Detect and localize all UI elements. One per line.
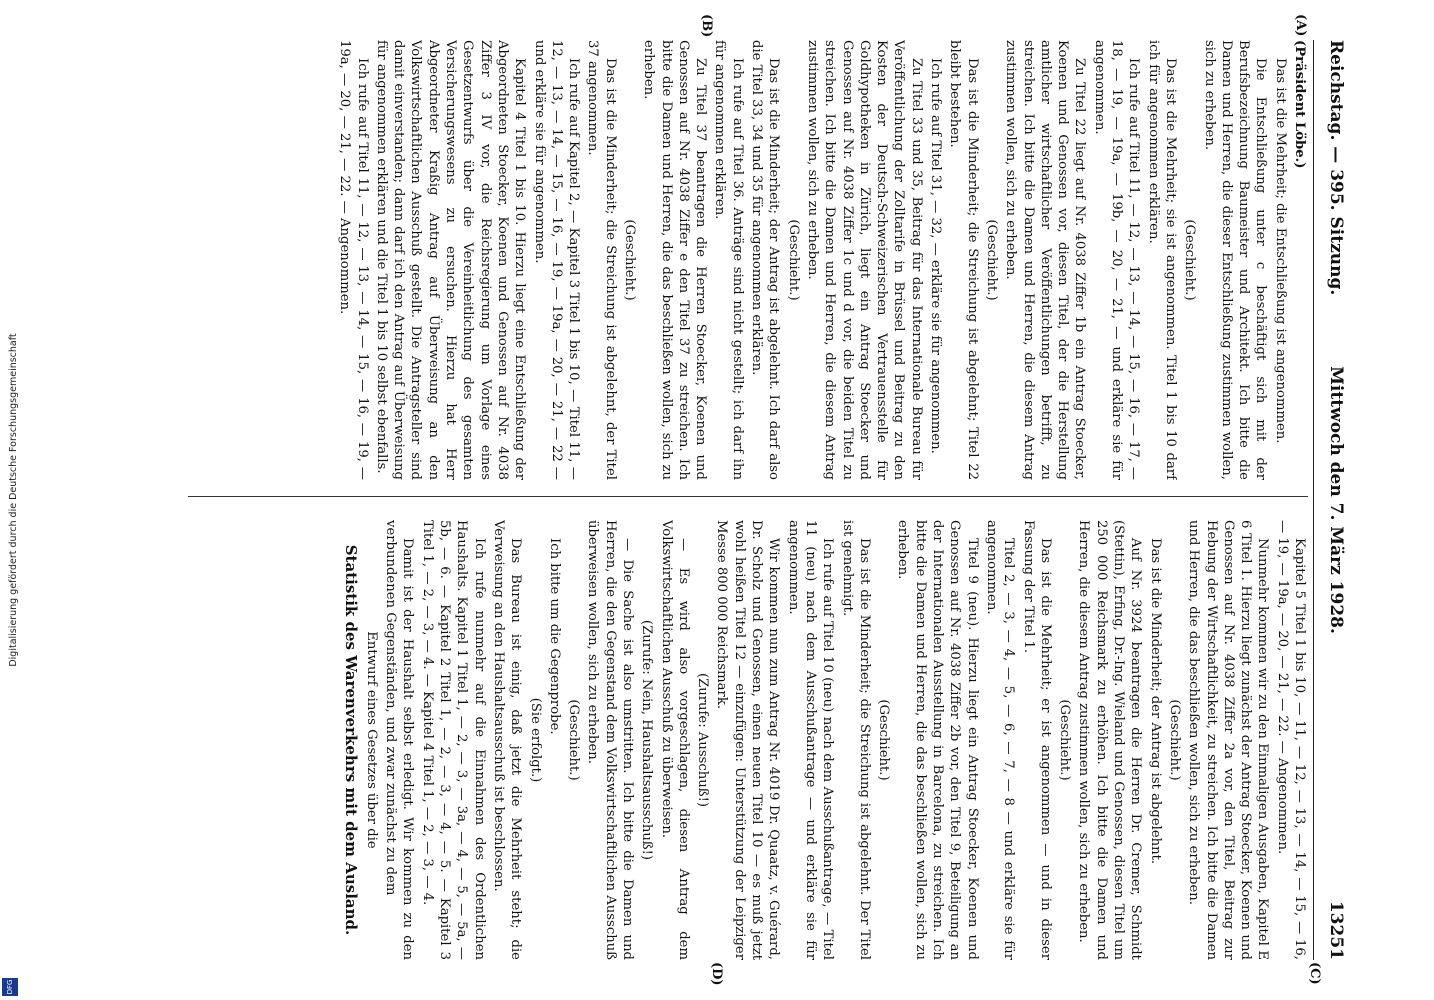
- interjection: (Geschieht.): [1182, 219, 1198, 301]
- paragraph: Zu Titel 33 und 35, Beitrag für das Internationale Bureau für Veröffentlichung der Zolltarife in Brüssel und Beitrag zu den Kosten der Deutsch-Schweizerischen Vertrauensstelle für Goldhypotheken in Zürich, liegt ein Antrag Stoecker und Genossen auf Nr. 4038 Ziffer 1c und d vor, die beiden Titel zu streichen. Ich bitte die Damen und Herren, die diesem Antrag zustimmen wollen, sich zu erheben.: [804, 40, 924, 480]
- paragraph: Die Entschließung unter c beschäftigt sich mit der Berufsbezeichnung Baumeister und Architekt. Ich bitte die Damen und Herren, die dieser Entschließung zustimmen wollen, sich zu erheben.: [1201, 40, 1269, 480]
- paragraph: Das ist die Mehrheit; sie ist angenommen. Titel 1 bis 10 darf ich für angenommen erklären.: [1145, 40, 1178, 480]
- paragraph: Kapitel 5 Titel 1 bis 10, — 11, — 12, — 13, — 14, — 15, — 16, — 19, — 19a, — 20, — 21, — 22. — Angenommen.: [1274, 520, 1307, 960]
- interjection: (Geschieht.): [876, 699, 892, 781]
- paragraph: Auf Nr. 3924 beantragen die Herren Dr. Cremer, Schmidt (Stettin), Erfing, Dr.-Ing. Wieland und Genossen, diesen Titel um 250 000 Reichsmark zu erhöhen. Ich bitte die Damen und Herren, die diesem Antrag zustimmen wollen, sich zu erheben.: [1076, 520, 1144, 960]
- marker-b: (B): [699, 14, 714, 38]
- marker-c: (C): [1307, 962, 1322, 985]
- paragraph: Das ist die Minderheit; die Streichung ist abgelehnt. Der Titel ist genehmigt.: [839, 520, 872, 960]
- interjection: (Geschieht.): [983, 219, 999, 301]
- interjection: (Geschieht.): [1166, 699, 1182, 781]
- right-column: [178, 520, 1308, 960]
- paragraph: — Die Sache ist also umstritten. Ich bitte die Damen und Herren, die den Gegenstand dem Volkswirtschaftlichen Ausschuß überweisen wollen, sich zu erheben.: [585, 520, 636, 960]
- marker-a: (A): [1293, 14, 1308, 37]
- paragraph: Das ist die Minderheit; die Streichung ist abgelehnt; Titel 22 bleibt bestehen.: [947, 40, 980, 480]
- paragraph: Das ist die Mehrheit; er ist angenommen — und in dieser Fassung der Titel 1.: [1020, 520, 1053, 960]
- marker-d: (D): [709, 962, 724, 986]
- page-number: 13251: [1326, 900, 1346, 960]
- paragraph: Zu Titel 22 liegt auf Nr. 4038 Ziffer 1b ein Antrag Stoecker, Koenen und Genossen vor, diesen Titel, der die Herstellung amtlicher wirtschaftlicher Veröffentlichungen betrifft, zu streichen. Ich bitte die Damen und Herren, die diesem Antrag zustimmen wollen, sich zu erheben.: [1003, 40, 1088, 480]
- paragraph: Nunmehr kommen wir zu den Einmaligen Ausgaben, Kapitel E 6 Titel 1. Hierzu liegt zunächst der Antrag Stoecker, Koenen und Genossen auf Nr. 4038 Ziffer 2a vor, den Titel, Beitrag zur Hebung der Wirtschaftlichkeit, zu streichen. Ich bitte die Damen und Herren, die das beschließen wollen, sich zu erheben.: [1186, 520, 1271, 960]
- paragraph: Das ist die Minderheit; der Antrag ist abgelehnt. Ich darf also die Titel 33, 34 und 35 für angenommen erklären.: [749, 40, 782, 480]
- paragraph: Ich rufe auf Kapitel 2, — Kapitel 3 Titel 1 bis 10, — Titel 11, — 12, — 13, — 14, — 15, — 16, — 19, — 19a, — 20, — 21, — 22 — und erkläre sie für angenommen.: [531, 40, 582, 480]
- paragraph: Ich rufe auf Titel 11, — 12, — 13, — 14, — 15, — 16, — 19, — 19a, — 20, — 21, — 22. — Angenommen.: [337, 40, 370, 480]
- footer-text: Digitalisierung gefördert durch die Deutsche Forschungsgemeinschaft: [8, 333, 19, 667]
- paragraph: Damit ist der Haushalt selbst erledigt. Wir kommen zu den verbundenen Gegenständen, und zwar zunächst zu dem: [383, 520, 416, 960]
- paragraph: Ich rufe nunmehr auf die Einnahmen des Ordentlichen Haushalts. Kapitel 1 Titel 1, — 2, — 3, — 3a, — 4, — 5, — 5a, — 5b, — 6. — Kapitel 2 Titel 1, — 2, — 3, — 4, — 5. — Kapitel 3 Titel 1, — 2, — 3, — 4. — Kapitel 4 Titel 1, — 2, — 3, — 4.: [419, 520, 487, 960]
- interjection: (Geschieht.): [1057, 699, 1073, 781]
- paragraph: Titel 2, — 3, — 4, — 5, — 6, — 7, — 8 — und erkläre sie für angenommen.: [983, 520, 1017, 960]
- paragraph: Ich rufe auf Titel 10 (neu) nach dem Ausschußantrage, — Titel 11 (neu) nach dem Ausschußantrage — und erkläre sie für angenommen.: [785, 520, 836, 960]
- interjection: Entwurf eines Gesetzes über die: [363, 631, 379, 849]
- paragraph: Das Bureau ist einig, daß jetzt die Mehrheit steht; die Verweisung an den Haushaltsausschuß ist beschlossen.: [490, 520, 524, 960]
- paragraph: Kapitel 4 Titel 1 bis 10. Hierzu liegt eine Entschließung der Abgeordneten Stoecker, Koenen und Genossen auf Nr. 4038 Ziffer 3 IV vor, die Reichsregierung um Vorlage eines Gesetzentwurfs über die Vereinheitlichung des gesamten Versicherungswesens zu ersuchen. Hierzu hat Herr Abgeordneter Kraßig Antrag auf Überweisung an den Volkswirtschaftlichen Ausschuß gestellt. Die Antragsteller sind damit einverstanden; dann darf ich den Antrag auf Überweisung für angenommen erklären und die Titel 1 bis 10 selbst ebenfalls.: [373, 40, 528, 480]
- paragraph: Ich rufe auf Titel 31, — 32, — erkläre sie für angenommen.: [928, 58, 944, 454]
- header-left: Reichstag. — 395. Sitzung.: [1326, 40, 1346, 296]
- paragraph: Ich bitte um die Gegenprobe.: [546, 538, 562, 735]
- left-column: [178, 40, 1308, 480]
- interjection: (Geschieht.): [622, 219, 638, 301]
- paragraph: Zu Titel 37 beantragen die Herren Stoecker, Koenen und Genossen auf Nr. 4038 Ziffer e den Titel 37 zu streichen. Ich bitte die Damen und Herren, die das beschließen wollen, sich zu erheben.: [641, 40, 709, 480]
- interjection: (Sie erfolgt.): [527, 697, 543, 783]
- paragraph: Das ist die Mehrheit; die Entschließung ist angenommen.: [1272, 58, 1288, 444]
- dfg-logo: DFG: [2, 978, 18, 996]
- interjection: (Zurufe: Nein, Haushaltsausschuß!): [639, 619, 655, 861]
- section-heading: Statistik des Warenverkehrs mit dem Ausland.: [341, 544, 360, 936]
- column-divider: [188, 496, 1308, 497]
- paragraph: Wir kommen nun zum Antrag Nr. 4019 Dr. Quaatz, v. Guérard, Dr. Scholz und Genossen, einen neuen Titel 10 — es muß jetzt wohl heißen Titel 12 — einzufügen: Unterstützung der Leipziger Messe 800 000 Reichsmark.: [714, 520, 782, 960]
- paragraph: Das ist die Minderheit; die Streichung ist abgelehnt, der Titel 37 angenommen.: [585, 40, 618, 480]
- paragraph: Ich rufe auf Titel 36. Anträge sind nicht gestellt; ich darf ihn für angenommen erklären.: [712, 40, 745, 480]
- paragraph: Ich rufe auf Titel 11, — 12, — 13, — 14, — 15, — 16, — 17, — 18, — 19, — 19a, — 19b, — 20, — 21, — und erkläre sie für angenommen.: [1091, 40, 1142, 480]
- interjection: (Geschieht.): [566, 699, 582, 781]
- paragraph: — Es wird also vorgeschlagen, diesen Antrag dem Volkswirtschaftlichen Ausschuß zu überweisen.: [658, 520, 691, 960]
- header-center: Mittwoch den 7. März 1928.: [1326, 366, 1346, 634]
- paragraph: Titel 9 (neu). Hierzu liegt ein Antrag Stoecker, Koenen und Genossen auf Nr. 4038 Ziffer 2b vor, den Titel 9, Beteiligung an der Internationalen Ausstellung in Barcelona, zu streichen. Ich bitte die Damen und Herren, die das beschließen wollen, sich zu erheben.: [895, 520, 980, 960]
- interjection: (Geschieht.): [785, 219, 801, 301]
- paragraph: Das ist die Minderheit; der Antrag ist abgelehnt.: [1147, 538, 1163, 865]
- interjection: (Zurufe: Ausschuß!): [695, 672, 711, 808]
- speaker-name: (Präsident Löbe.): [1292, 40, 1307, 169]
- page-header: [1313, 40, 1354, 960]
